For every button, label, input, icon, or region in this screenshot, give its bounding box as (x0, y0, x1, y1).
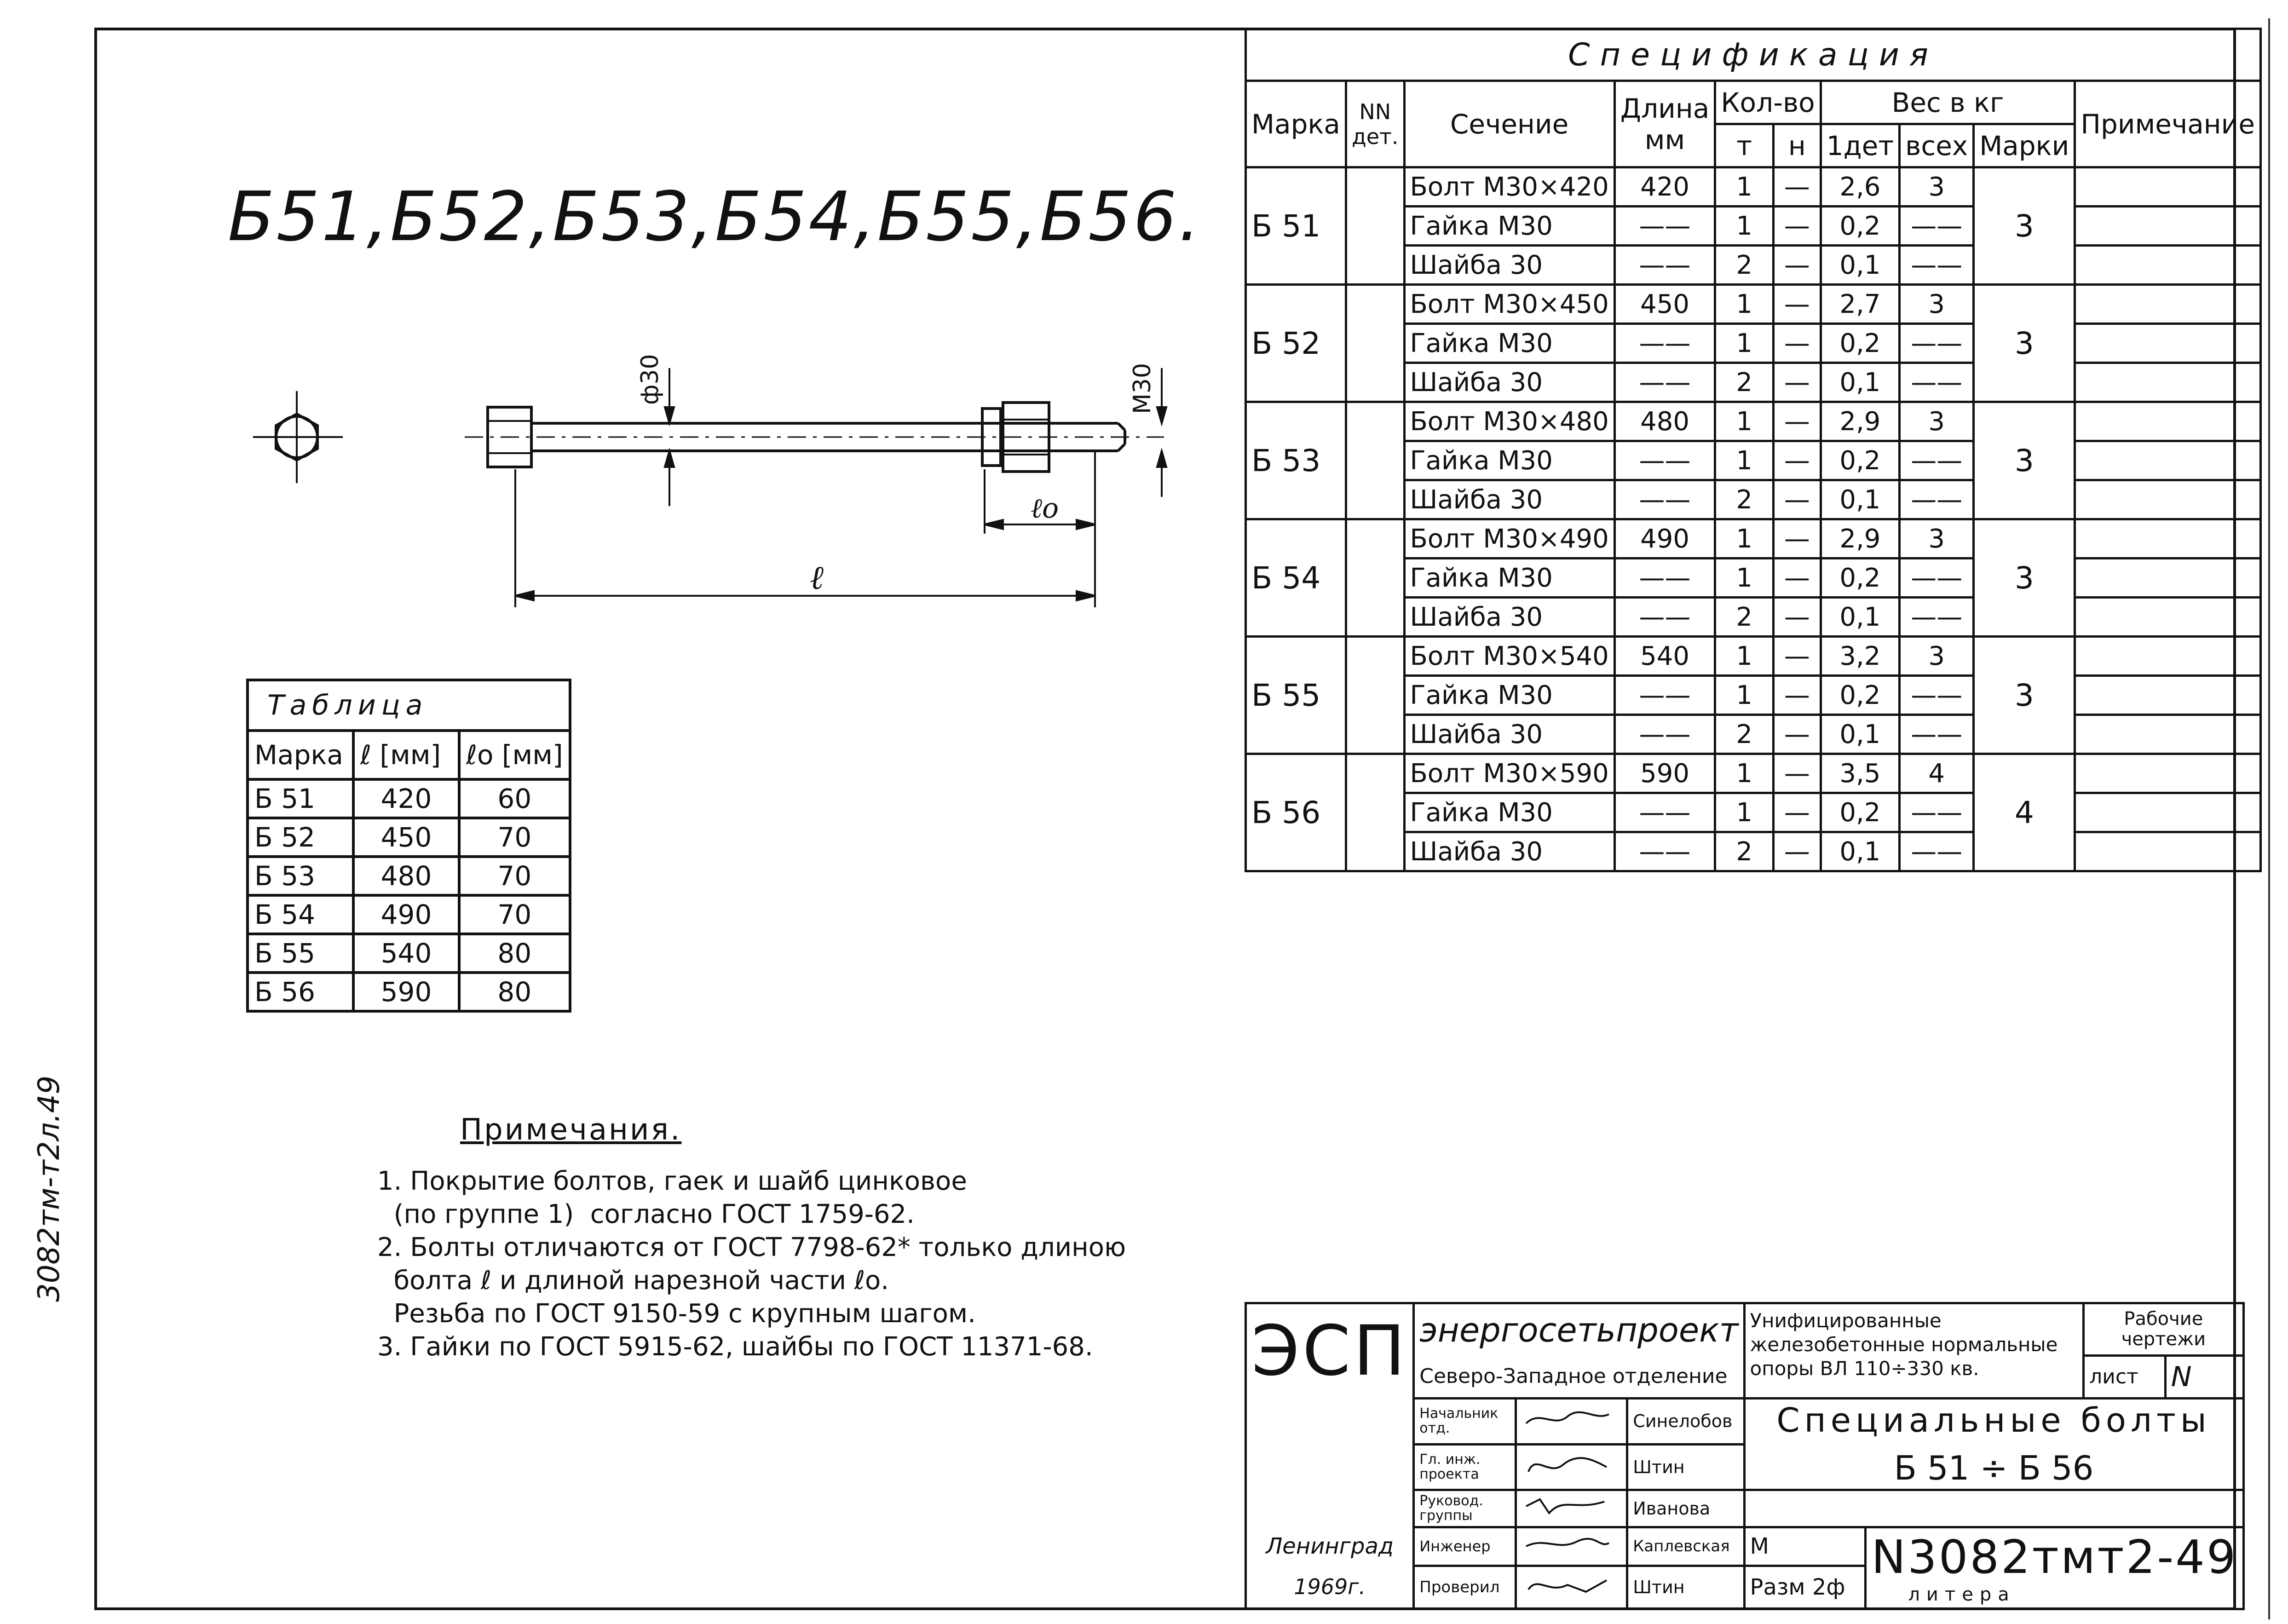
spec-weight-mark: 3 (1974, 519, 2075, 637)
signature (1516, 1398, 1627, 1444)
spec-nn-cell (1346, 167, 1404, 285)
notes-block (377, 1113, 1126, 1364)
spec-weight-all: 3 (1900, 167, 1974, 207)
signature-mark (1521, 1451, 1614, 1479)
dimensions-header-l: ℓ [мм] (353, 731, 459, 779)
dimensions-table (246, 679, 571, 1013)
stamp-sheet-label: лист (2084, 1355, 2166, 1398)
stamp-city: Ленинград (1246, 1527, 1414, 1566)
stamp-role: Начальник отд. (1414, 1398, 1516, 1444)
stamp-role: Проверил (1414, 1566, 1516, 1609)
spec-weight-det: 0,1 (1821, 363, 1899, 402)
spec-qty-n: — (1774, 324, 1821, 363)
spec-qty-t: 1 (1715, 402, 1774, 441)
spec-length: 480 (1614, 402, 1715, 441)
spec-note (2075, 715, 2261, 754)
spec-note (2075, 480, 2261, 519)
spec-weight-all: 3 (1900, 519, 1974, 559)
spec-header-qty-t: т (1715, 124, 1774, 167)
spec-weight-all: —— (1900, 676, 1974, 715)
stamp-branch: Северо-Западное отделение (1414, 1355, 1744, 1398)
signature-mark (1521, 1571, 1614, 1599)
hex-head-end-view (253, 391, 343, 483)
spec-weight-det: 0,1 (1821, 480, 1899, 519)
spec-note (2075, 559, 2261, 598)
spec-weight-all: —— (1900, 441, 1974, 480)
spec-note (2075, 793, 2261, 832)
spec-qty-t: 1 (1715, 167, 1774, 207)
spec-header-nn: NN дет. (1346, 81, 1404, 167)
stamp-blank (1246, 1398, 1414, 1527)
stamp-sheet-value: N (2165, 1355, 2243, 1398)
title-block (1245, 1302, 2236, 1610)
spec-weight-all: —— (1900, 207, 1974, 246)
spec-header-w-det: 1дет (1821, 124, 1899, 167)
stamp-scale-label: М (1744, 1527, 1866, 1566)
spec-header-mark: Марка (1246, 81, 1346, 167)
spec-section: Шайба 30 (1404, 246, 1614, 285)
spec-qty-n: — (1774, 637, 1821, 676)
spec-header-section: Сечение (1404, 81, 1614, 167)
signature-mark (1521, 1492, 1614, 1520)
spec-length: —— (1614, 363, 1715, 402)
spec-length: —— (1614, 246, 1715, 285)
spec-section: Шайба 30 (1404, 598, 1614, 637)
spec-section: Болт М30×490 (1404, 519, 1614, 559)
spec-section: Болт М30×540 (1404, 637, 1614, 676)
spec-note (2075, 285, 2261, 324)
note-line: 2. Болты отличаются от ГОСТ 7798-62* только длиною (377, 1232, 1126, 1262)
spec-header-w-mark: Марки (1974, 124, 2075, 167)
note-line: Резьба по ГОСТ 9150-59 с крупным шагом. (377, 1299, 976, 1329)
stamp-drawing-title-cell (1744, 1398, 2243, 1490)
spec-section: Гайка М30 (1404, 441, 1614, 480)
spec-qty-t: 2 (1715, 715, 1774, 754)
spec-length: 420 (1614, 167, 1715, 207)
spec-qty-n: — (1774, 832, 1821, 871)
table-row (248, 934, 570, 973)
spec-qty-t: 1 (1715, 285, 1774, 324)
dimensions-cell-mark: Б 52 (248, 818, 353, 857)
spec-weight-det: 2,9 (1821, 519, 1899, 559)
spec-length: —— (1614, 480, 1715, 519)
spec-qty-t: 2 (1715, 246, 1774, 285)
dimensions-cell-l0: 80 (459, 934, 570, 973)
spec-weight-all: 3 (1900, 402, 1974, 441)
spec-weight-mark: 4 (1974, 754, 2075, 871)
table-row (248, 895, 570, 934)
spec-length: —— (1614, 598, 1715, 637)
spec-mark: Б 53 (1246, 402, 1346, 519)
spec-header-qty: Кол-во (1715, 81, 1821, 124)
spec-weight-det: 0,2 (1821, 324, 1899, 363)
spec-note (2075, 832, 2261, 871)
spec-weight-all: 4 (1900, 754, 1974, 793)
stamp-org: энергосетьпроект (1414, 1303, 1744, 1356)
dim-diameter-label: ф30 (636, 354, 664, 405)
dimensions-cell-l0: 80 (459, 973, 570, 1011)
spec-weight-det: 3,2 (1821, 637, 1899, 676)
spec-weight-det: 0,1 (1821, 598, 1899, 637)
spec-qty-t: 1 (1715, 637, 1774, 676)
dimensions-cell-l: 490 (353, 895, 459, 934)
dimensions-header-mark: Марка (248, 731, 353, 779)
bolt-drawing (248, 331, 1215, 644)
spec-length: —— (1614, 441, 1715, 480)
spec-nn-cell (1346, 285, 1404, 402)
stamp-role: Гл. инж. проекта (1414, 1444, 1516, 1490)
spec-length: 540 (1614, 637, 1715, 676)
spec-weight-det: 0,2 (1821, 207, 1899, 246)
specification-table (1245, 28, 2262, 872)
stamp-logo: ЭСП (1246, 1303, 1414, 1399)
note-line: болта ℓ и длиной нарезной части ℓо. (377, 1266, 889, 1296)
spec-mark: Б 51 (1246, 167, 1346, 285)
spec-mark: Б 56 (1246, 754, 1346, 871)
spec-qty-n: — (1774, 519, 1821, 559)
dimensions-cell-mark: Б 51 (248, 779, 353, 818)
stamp-role: Руковод. группы (1414, 1490, 1516, 1527)
spec-length: —— (1614, 324, 1715, 363)
stamp-name: Штин (1627, 1444, 1744, 1490)
spec-section: Шайба 30 (1404, 480, 1614, 519)
spec-weight-all: —— (1900, 480, 1974, 519)
signature (1516, 1566, 1627, 1609)
page-title: Б51,Б52,Б53,Б54,Б55,Б56. (228, 177, 1202, 256)
spec-qty-t: 1 (1715, 754, 1774, 793)
spec-header-weight: Вес в кг (1821, 81, 2075, 124)
spec-length: —— (1614, 793, 1715, 832)
dimensions-table-caption: Таблица (248, 680, 570, 731)
spec-weight-det: 0,2 (1821, 559, 1899, 598)
spec-qty-t: 1 (1715, 441, 1774, 480)
spec-weight-all: —— (1900, 559, 1974, 598)
spec-qty-n: — (1774, 715, 1821, 754)
spec-note (2075, 637, 2261, 676)
stamp-name: Штин (1627, 1566, 1744, 1609)
spec-weight-det: 2,6 (1821, 167, 1899, 207)
spec-qty-t: 1 (1715, 324, 1774, 363)
spec-qty-n: — (1774, 402, 1821, 441)
spec-length: —— (1614, 207, 1715, 246)
spec-nn-cell (1346, 402, 1404, 519)
side-label: 3082тм-т2л.49 (32, 1075, 66, 1302)
stamp-number: N3082тмт2-49 (1871, 1530, 2238, 1584)
signature-mark (1521, 1530, 1614, 1558)
spec-weight-all: —— (1900, 324, 1974, 363)
spec-weight-all: 3 (1900, 285, 1974, 324)
stamp-litera: литера (1908, 1584, 2016, 1606)
dimensions-cell-l0: 70 (459, 857, 570, 895)
spec-caption: Спецификация (1246, 29, 2261, 81)
stamp-role: Инженер (1414, 1527, 1516, 1566)
spec-length: —— (1614, 676, 1715, 715)
spec-qty-n: — (1774, 598, 1821, 637)
spec-weight-det: 2,9 (1821, 402, 1899, 441)
dimensions-cell-mark: Б 55 (248, 934, 353, 973)
dim-thread-label: М30 (1129, 363, 1156, 414)
spec-length: —— (1614, 559, 1715, 598)
right-border-line (2268, 18, 2270, 1619)
spec-header-note: Примечание (2075, 81, 2261, 167)
spec-weight-det: 0,2 (1821, 676, 1899, 715)
spec-section: Гайка М30 (1404, 793, 1614, 832)
spec-weight-mark: 3 (1974, 167, 2075, 285)
spec-length: 450 (1614, 285, 1715, 324)
signature-mark (1521, 1405, 1614, 1433)
spec-note (2075, 441, 2261, 480)
spec-note (2075, 246, 2261, 285)
table-row (248, 857, 570, 895)
spec-qty-t: 2 (1715, 363, 1774, 402)
stamp-spacer (1744, 1490, 2243, 1527)
dim-l0-label: ℓо (1031, 492, 1059, 524)
spec-qty-t: 1 (1715, 519, 1774, 559)
spec-qty-n: — (1774, 207, 1821, 246)
spec-note (2075, 207, 2261, 246)
spec-weight-det: 0,1 (1821, 832, 1899, 871)
spec-qty-n: — (1774, 480, 1821, 519)
spec-mark: Б 54 (1246, 519, 1346, 637)
spec-nn-cell (1346, 519, 1404, 637)
spec-nn-cell (1346, 637, 1404, 754)
spec-note (2075, 598, 2261, 637)
note-line: (по группе 1) согласно ГОСТ 1759-62. (377, 1199, 915, 1229)
spec-weight-det: 0,1 (1821, 715, 1899, 754)
spec-section: Болт М30×590 (1404, 754, 1614, 793)
dimensions-cell-l: 450 (353, 818, 459, 857)
dimensions-header-l0: ℓо [мм] (459, 731, 570, 779)
spec-weight-det: 3,5 (1821, 754, 1899, 793)
dimensions-cell-mark: Б 56 (248, 973, 353, 1011)
stamp-doc-type: Рабочие чертежи (2084, 1303, 2243, 1356)
spec-weight-all: —— (1900, 715, 1974, 754)
note-line: 1. Покрытие болтов, гаек и шайб цинковое (377, 1166, 967, 1196)
spec-qty-n: — (1774, 441, 1821, 480)
spec-section: Гайка М30 (1404, 676, 1614, 715)
stamp-name: Иванова (1627, 1490, 1744, 1527)
spec-section: Гайка М30 (1404, 207, 1614, 246)
spec-qty-n: — (1774, 676, 1821, 715)
spec-qty-t: 2 (1715, 832, 1774, 871)
spec-weight-all: 3 (1900, 637, 1974, 676)
spec-length: —— (1614, 715, 1715, 754)
spec-length: 490 (1614, 519, 1715, 559)
table-row (248, 818, 570, 857)
spec-header-qty-n: н (1774, 124, 1821, 167)
spec-qty-t: 1 (1715, 793, 1774, 832)
spec-qty-n: — (1774, 246, 1821, 285)
bolt-side-view (465, 403, 1164, 472)
dimensions-cell-l0: 70 (459, 895, 570, 934)
spec-weight-det: 0,2 (1821, 793, 1899, 832)
spec-section: Болт М30×450 (1404, 285, 1614, 324)
spec-weight-all: —— (1900, 793, 1974, 832)
table-row (248, 779, 570, 818)
spec-section: Гайка М30 (1404, 559, 1614, 598)
spec-header-w-all: всех (1900, 124, 1974, 167)
stamp-year: 1969г. (1246, 1566, 1414, 1609)
spec-qty-t: 2 (1715, 480, 1774, 519)
spec-section: Болт М30×480 (1404, 402, 1614, 441)
spec-qty-n: — (1774, 285, 1821, 324)
spec-weight-mark: 3 (1974, 285, 2075, 402)
signature (1516, 1490, 1627, 1527)
dimensions-cell-l0: 60 (459, 779, 570, 818)
spec-qty-n: — (1774, 793, 1821, 832)
dimensions-cell-l: 540 (353, 934, 459, 973)
spec-qty-n: — (1774, 363, 1821, 402)
signature (1516, 1527, 1627, 1566)
dimensions-cell-l: 480 (353, 857, 459, 895)
spec-qty-t: 2 (1715, 598, 1774, 637)
spec-qty-n: — (1774, 167, 1821, 207)
dimensions-cell-l: 590 (353, 973, 459, 1011)
spec-note (2075, 676, 2261, 715)
spec-header-length: Длина мм (1614, 81, 1715, 167)
spec-weight-det: 0,2 (1821, 441, 1899, 480)
stamp-name: Синелобов (1627, 1398, 1744, 1444)
spec-length: —— (1614, 832, 1715, 871)
stamp-drawing-title: Специальные болты (1776, 1401, 2211, 1440)
stamp-drawing-range: Б 51 ÷ Б 56 (1894, 1449, 2094, 1488)
dimensions-cell-mark: Б 54 (248, 895, 353, 934)
spec-qty-t: 1 (1715, 207, 1774, 246)
dimensions-cell-l: 420 (353, 779, 459, 818)
spec-section: Гайка М30 (1404, 324, 1614, 363)
spec-mark: Б 52 (1246, 285, 1346, 402)
spec-weight-all: —— (1900, 363, 1974, 402)
spec-weight-mark: 3 (1974, 402, 2075, 519)
spec-qty-n: — (1774, 754, 1821, 793)
note-line: 3. Гайки по ГОСТ 5915-62, шайбы по ГОСТ 11371-68. (377, 1332, 1093, 1362)
signature (1516, 1444, 1627, 1490)
spec-note (2075, 519, 2261, 559)
spec-nn-cell (1346, 754, 1404, 871)
stamp-project: Унифицированные железобетонные нормальные опоры ВЛ 110÷330 кв. (1744, 1303, 2084, 1399)
dim-l-label: ℓ (810, 558, 824, 597)
spec-note (2075, 167, 2261, 207)
spec-length: 590 (1614, 754, 1715, 793)
spec-mark: Б 55 (1246, 637, 1346, 754)
spec-section: Шайба 30 (1404, 832, 1614, 871)
spec-weight-det: 0,1 (1821, 246, 1899, 285)
spec-qty-t: 1 (1715, 559, 1774, 598)
table-row (248, 973, 570, 1011)
dimension-lines (515, 368, 1166, 607)
dimensions-cell-mark: Б 53 (248, 857, 353, 895)
spec-qty-n: — (1774, 559, 1821, 598)
spec-weight-all: —— (1900, 246, 1974, 285)
spec-section: Шайба 30 (1404, 363, 1614, 402)
spec-section: Болт М30×420 (1404, 167, 1614, 207)
notes-heading: Примечания. (460, 1113, 682, 1147)
spec-weight-all: —— (1900, 832, 1974, 871)
stamp-number-cell (1866, 1527, 2243, 1609)
spec-qty-t: 1 (1715, 676, 1774, 715)
spec-weight-mark: 3 (1974, 637, 2075, 754)
spec-note (2075, 363, 2261, 402)
spec-weight-det: 2,7 (1821, 285, 1899, 324)
spec-section: Шайба 30 (1404, 715, 1614, 754)
stamp-name: Каплевская (1627, 1527, 1744, 1566)
spec-note (2075, 324, 2261, 363)
spec-note (2075, 754, 2261, 793)
stamp-size-label: Разм 2ф (1744, 1566, 1866, 1609)
dimensions-cell-l0: 70 (459, 818, 570, 857)
spec-weight-all: —— (1900, 598, 1974, 637)
spec-note (2075, 402, 2261, 441)
